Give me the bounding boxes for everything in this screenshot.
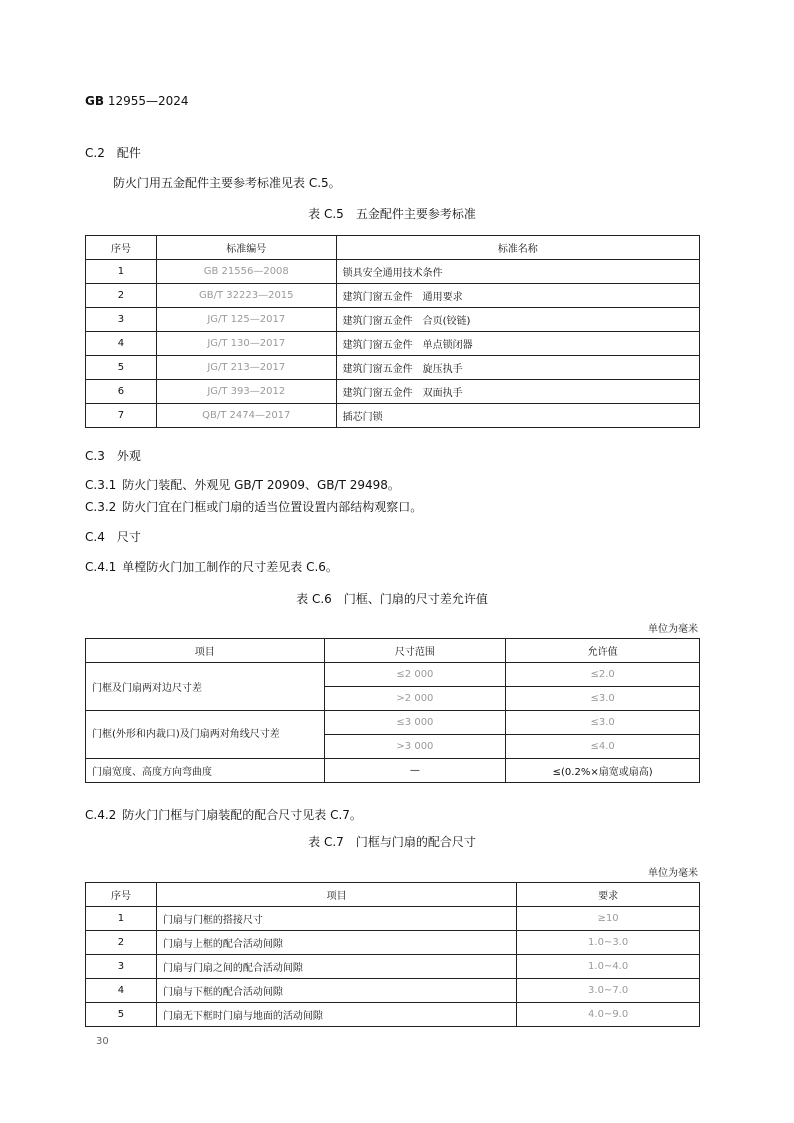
col-header: 允许值 xyxy=(506,639,700,663)
col-header: 项目 xyxy=(86,639,325,663)
col-header: 项目 xyxy=(156,883,516,907)
col-header: 标准编号 xyxy=(156,236,336,260)
table-row: 门框及门扇两对边尺寸差 ≤2 000 ≤2.0 xyxy=(86,663,700,687)
section-c3-heading: C.3 外观 xyxy=(85,449,141,463)
table-row: 1 GB 21556—2008 锁具安全通用技术条件 xyxy=(86,260,700,284)
table-c6 xyxy=(85,638,700,783)
table-row: 3 门扇与门扇之间的配合活动间隙 1.0~4.0 xyxy=(86,955,700,979)
table-row: 5 门扇无下框时门扇与地面的活动间隙 4.0~9.0 xyxy=(86,1003,700,1027)
table-c6-unit: 单位为毫米 xyxy=(648,624,698,635)
table-row: 3 JG/T 125—2017 建筑门窗五金件 合页(铰链) xyxy=(86,308,700,332)
table-row: 6 JG/T 393—2012 建筑门窗五金件 双面执手 xyxy=(86,380,700,404)
table-header-row xyxy=(86,639,700,663)
document-header xyxy=(85,94,189,108)
col-header: 尺寸范围 xyxy=(324,639,506,663)
clause-c41: C.4.1 单樘防火门加工制作的尺寸差见表 C.6。 xyxy=(85,560,338,574)
table-c6-caption: 表 C.6 门框、门扇的尺寸差允许值 xyxy=(296,592,488,606)
page-number: 30 xyxy=(96,1036,109,1047)
col-header: 序号 xyxy=(86,236,157,260)
section-c4-heading: C.4 尺寸 xyxy=(85,530,141,544)
standard-number: 12955—2024 xyxy=(107,94,189,108)
standard-prefix: GB xyxy=(85,94,104,108)
table-row: >3 000 ≤4.0 xyxy=(86,735,700,759)
table-header-row xyxy=(86,883,700,907)
table-row: 1 门扇与门框的搭接尺寸 ≥10 xyxy=(86,907,700,931)
col-header: 序号 xyxy=(86,883,157,907)
section-c2-heading: C.2 配件 xyxy=(85,146,141,160)
table-row: 门扇宽度、高度方向弯曲度 — ≤(0.2%×扇宽或扇高) xyxy=(86,759,700,783)
table-header-row xyxy=(86,236,700,260)
table-row: 5 JG/T 213—2017 建筑门窗五金件 旋压执手 xyxy=(86,356,700,380)
col-header: 要求 xyxy=(517,883,700,907)
table-row: >2 000 ≤3.0 xyxy=(86,687,700,711)
clause-c42: C.4.2 防火门门框与门扇装配的配合尺寸见表 C.7。 xyxy=(85,808,362,822)
table-row: 4 JG/T 130—2017 建筑门窗五金件 单点锁闭器 xyxy=(86,332,700,356)
table-row: 2 GB/T 32223—2015 建筑门窗五金件 通用要求 xyxy=(86,284,700,308)
table-c7-caption: 表 C.7 门框与门扇的配合尺寸 xyxy=(308,835,476,849)
table-c7 xyxy=(85,882,700,1027)
table-c5 xyxy=(85,235,700,428)
table-c5-caption: 表 C.5 五金配件主要参考标准 xyxy=(308,207,476,221)
section-c2-intro: 防火门用五金配件主要参考标准见表 C.5。 xyxy=(113,176,341,190)
table-c7-unit: 单位为毫米 xyxy=(648,868,698,879)
table-row: 门框(外形和内裁口)及门扇两对角线尺寸差 ≤3 000 ≤3.0 xyxy=(86,711,700,735)
table-row: 7 QB/T 2474—2017 插芯门锁 xyxy=(86,404,700,428)
table-row: 4 门扇与下框的配合活动间隙 3.0~7.0 xyxy=(86,979,700,1003)
col-header: 标准名称 xyxy=(336,236,699,260)
clause-c32: C.3.2 防火门宜在门框或门扇的适当位置设置内部结构观察口。 xyxy=(85,500,423,514)
table-row: 2 门扇与上框的配合活动间隙 1.0~3.0 xyxy=(86,931,700,955)
clause-c31: C.3.1 防火门装配、外观见 GB/T 20909、GB/T 29498。 xyxy=(85,478,400,492)
